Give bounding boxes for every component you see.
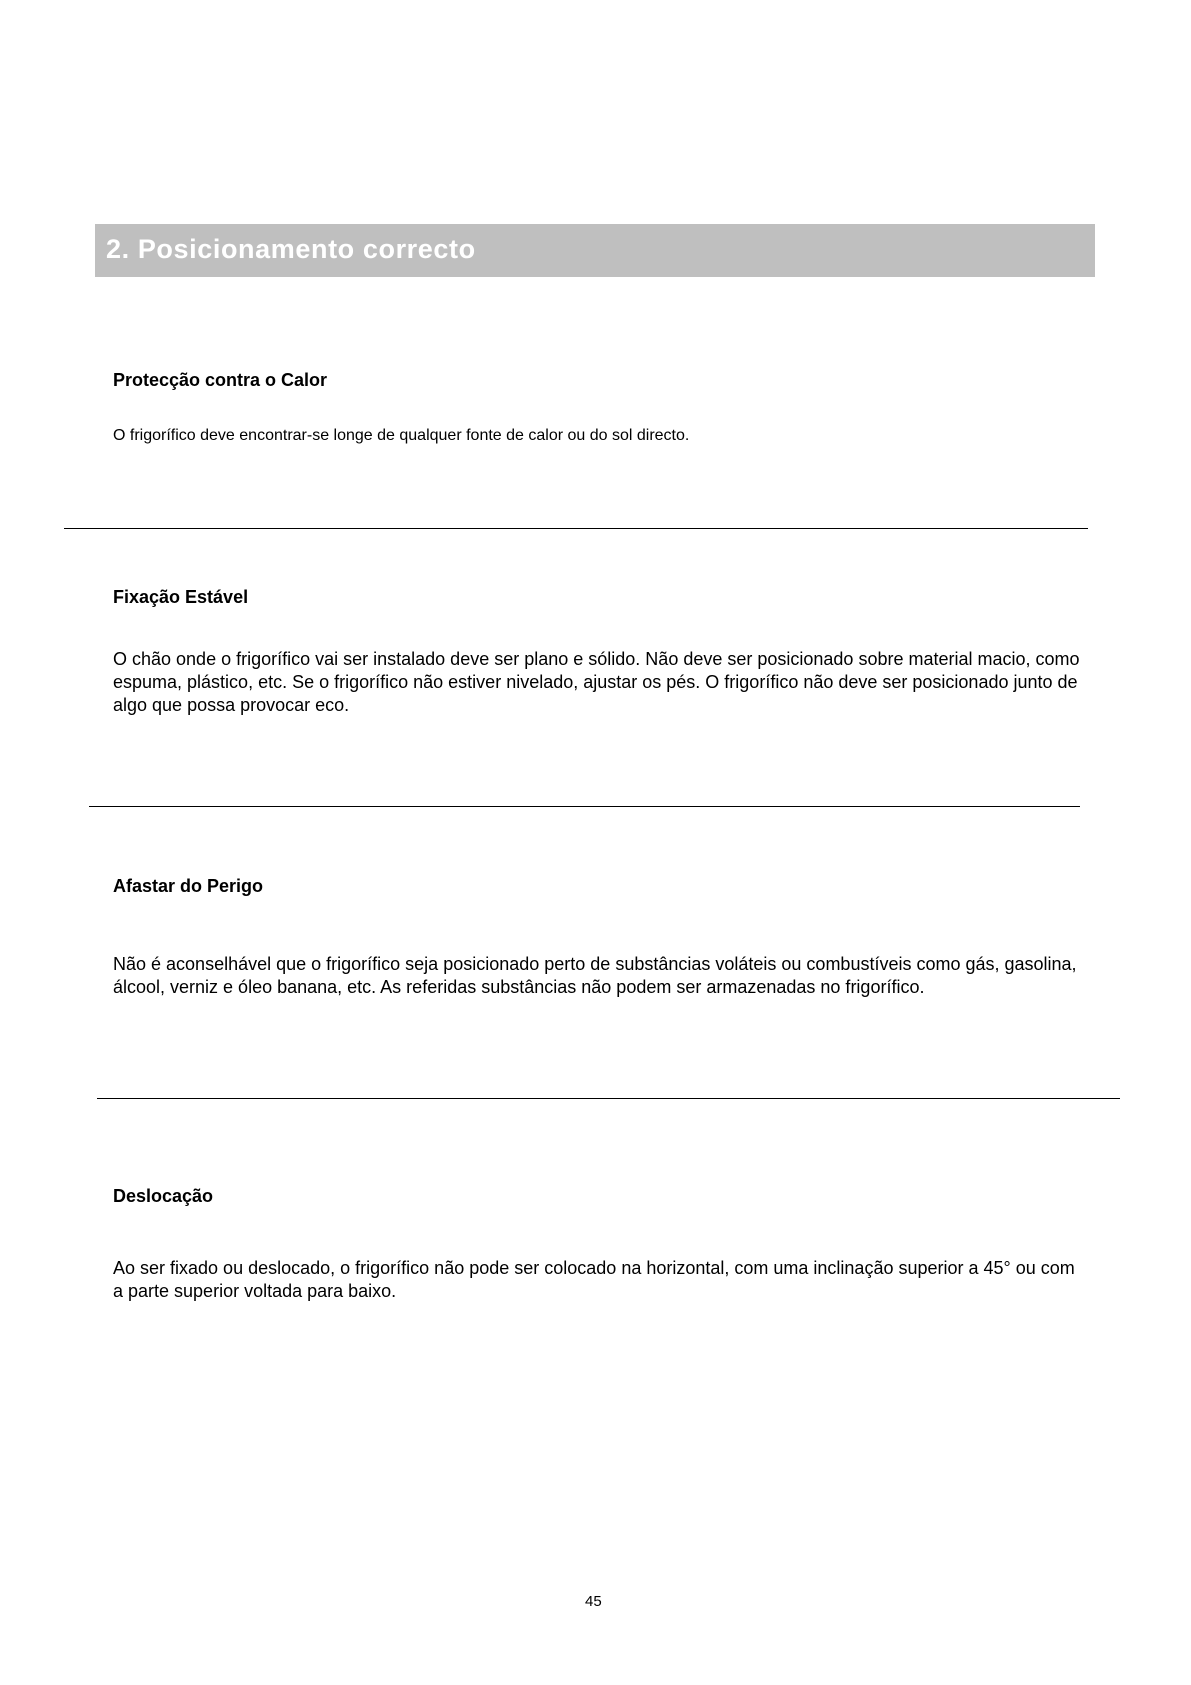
divider-line (97, 1098, 1120, 1099)
heading-stable-fixing: Fixação Estável (113, 587, 249, 607)
text-heat-protection: O frigorífico deve encontrar-se longe de qualquer fonte de calor ou do sol directo. (113, 427, 690, 444)
text-stable-fixing: O chão onde o frigorífico vai ser instalado deve ser plano e sólido. Não deve ser posicionado sobre material macio, como espuma, plástico, etc. Se o frigorífico não estiver nivelado, ajustar os pés. O frigorífico não deve ser posicionado junto de algo que possa provocar eco. (113, 649, 1080, 715)
page-number: 45 (585, 1593, 602, 1610)
heading-relocation: Deslocação (113, 1186, 214, 1206)
section-title: 2. Posicionamento correcto (106, 234, 476, 264)
divider-line (89, 806, 1080, 807)
heading-heat-protection: Protecção contra o Calor (113, 370, 328, 390)
text-relocation: Ao ser fixado ou deslocado, o frigorífico não pode ser colocado na horizontal, com uma inclinação superior a 45° ou com a parte superior voltada para baixo. (113, 1258, 1075, 1301)
section-title-bar (95, 224, 1095, 277)
text-keep-from-danger: Não é aconselhável que o frigorífico seja posicionado perto de substâncias voláteis ou combustíveis como gás, gasolina, álcool, verniz e óleo banana, etc. As referidas substâncias não podem ser armazenadas no frigorífico. (113, 954, 1077, 997)
divider-line (64, 528, 1088, 529)
heading-keep-from-danger: Afastar do Perigo (113, 876, 264, 896)
